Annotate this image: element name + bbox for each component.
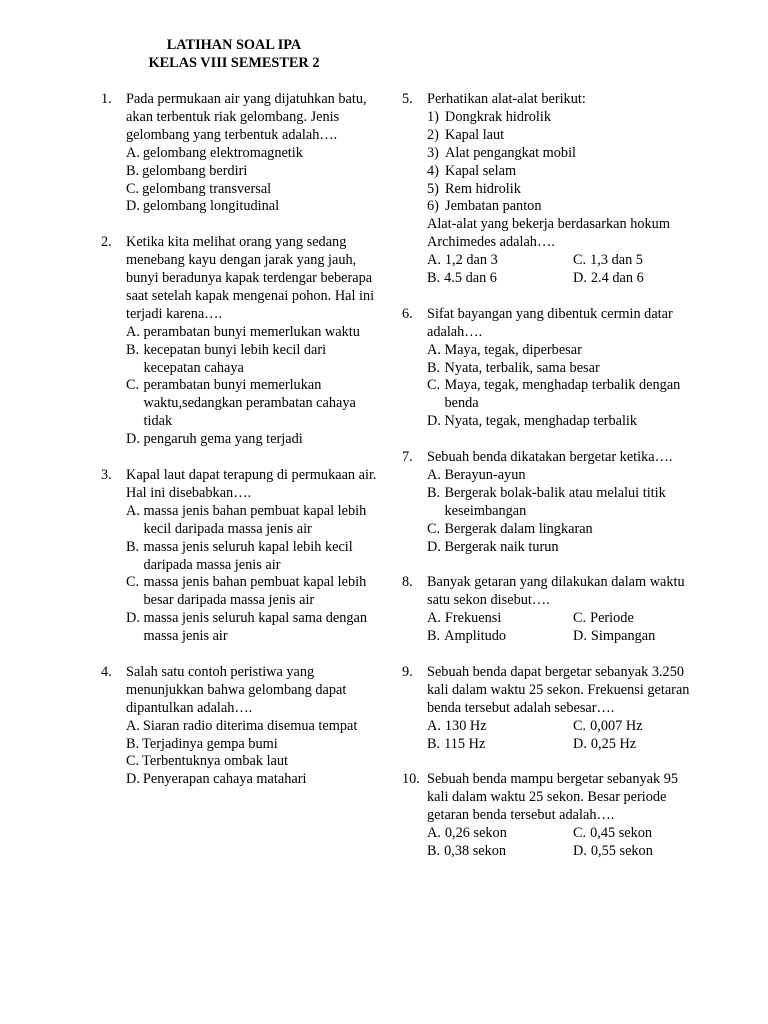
question-3 bbox=[101, 467, 377, 646]
option-text: 115 Hz bbox=[444, 735, 486, 752]
option-b bbox=[427, 736, 573, 754]
option-label: D. bbox=[126, 431, 140, 448]
option-label: C. bbox=[126, 180, 140, 197]
option-label: A. bbox=[427, 610, 441, 627]
left-column bbox=[101, 91, 377, 807]
option-text: Nyata, terbalik, sama besar bbox=[444, 359, 600, 376]
option-a bbox=[427, 252, 573, 270]
option-label: A. bbox=[427, 467, 441, 483]
item-label: 4) bbox=[427, 162, 439, 179]
option-label: B. bbox=[427, 270, 441, 287]
option-text: pengaruh gema yang terjadi bbox=[143, 431, 303, 448]
item-text: Kapal selam bbox=[445, 162, 517, 179]
option-text: gelombang transversal bbox=[142, 180, 272, 197]
option-a bbox=[427, 467, 692, 485]
item-text: Alat pengangkat mobil bbox=[445, 144, 577, 161]
question-7 bbox=[402, 449, 692, 556]
option-text: massa jenis seluruh kapal lebih kecil daripada massa jenis air bbox=[143, 538, 353, 573]
option-grid bbox=[427, 252, 692, 288]
option-text: Simpangan bbox=[590, 628, 656, 645]
question-number: 9. bbox=[402, 663, 413, 680]
item-label: 1) bbox=[427, 108, 439, 125]
option-grid bbox=[427, 825, 692, 861]
option-text: Bergerak naik turun bbox=[444, 538, 559, 555]
option-label: B. bbox=[427, 628, 441, 645]
option-text: 0,26 sekon bbox=[444, 825, 507, 842]
option-label: C. bbox=[573, 825, 587, 842]
option-a bbox=[427, 342, 692, 360]
list-item bbox=[427, 181, 692, 199]
question-text: Banyak getaran yang dilakukan dalam waktu satu sekon disebut…. bbox=[427, 574, 685, 609]
option-text: gelombang berdiri bbox=[142, 162, 248, 179]
item-text: Rem hidrolik bbox=[445, 180, 521, 197]
option-c bbox=[573, 718, 692, 736]
question-text: Perhatikan alat-alat berikut: bbox=[427, 91, 586, 107]
option-d bbox=[573, 736, 692, 754]
title-line-2: KELAS VIII SEMESTER 2 bbox=[148, 54, 320, 71]
list-item bbox=[427, 198, 692, 216]
option-label: A. bbox=[126, 717, 140, 734]
option-text: Maya, tegak, menghadap terbalik dengan benda bbox=[444, 377, 681, 412]
option-text: 4.5 dan 6 bbox=[444, 270, 497, 287]
question-text: Sifat bayangan yang dibentuk cermin datar adalah…. bbox=[427, 305, 673, 340]
question-text: Salah satu contoh peristiwa yang menunjukkan bahwa gelombang dapat dipantulkan adalah…. bbox=[126, 663, 347, 716]
option-text: Bergerak bolak-balik atau melalui titik keseimbangan bbox=[444, 484, 666, 519]
option-c bbox=[427, 377, 692, 413]
option-label: A. bbox=[126, 502, 140, 519]
option-text: Berayun-ayun bbox=[444, 467, 526, 483]
option-b bbox=[126, 163, 377, 181]
option-a bbox=[427, 825, 573, 843]
option-d bbox=[427, 413, 692, 431]
option-c bbox=[126, 181, 377, 199]
option-b bbox=[427, 270, 573, 288]
option-text: 0,25 Hz bbox=[590, 735, 637, 752]
question-prompt: Alat-alat yang bekerja berdasarkan hokum Archimedes adalah…. bbox=[427, 216, 670, 251]
item-label: 5) bbox=[427, 180, 439, 197]
option-label: D. bbox=[427, 538, 441, 555]
item-label: 3) bbox=[427, 144, 439, 161]
option-label: C. bbox=[573, 252, 587, 269]
option-label: A. bbox=[126, 323, 140, 340]
option-text: gelombang elektromagnetik bbox=[142, 144, 303, 161]
option-c bbox=[573, 825, 692, 843]
option-c bbox=[126, 574, 377, 610]
option-text: Terbentuknya ombak laut bbox=[142, 753, 289, 770]
option-text: Periode bbox=[590, 610, 634, 627]
option-b bbox=[427, 485, 692, 521]
option-text: Terjadinya gempa bumi bbox=[142, 735, 278, 752]
option-text: Maya, tegak, diperbesar bbox=[444, 341, 582, 358]
option-text: Bergerak dalam lingkaran bbox=[444, 520, 593, 537]
option-label: B. bbox=[126, 162, 140, 179]
question-number: 4. bbox=[101, 663, 112, 680]
option-d bbox=[126, 610, 377, 646]
option-c bbox=[573, 252, 692, 270]
right-column bbox=[402, 91, 692, 879]
option-text: Nyata, tegak, menghadap terbalik bbox=[444, 413, 638, 430]
item-text: Jembatan panton bbox=[445, 198, 542, 215]
option-b bbox=[126, 736, 377, 754]
question-8 bbox=[402, 574, 692, 646]
option-grid bbox=[427, 610, 692, 646]
option-a bbox=[126, 718, 377, 736]
option-text: massa jenis bahan pembuat kapal lebih besar daripada massa jenis air bbox=[143, 574, 367, 609]
list-item bbox=[427, 145, 692, 163]
option-label: A. bbox=[427, 825, 441, 842]
option-text: Siaran radio diterima disemua tempat bbox=[142, 717, 358, 734]
option-a bbox=[427, 718, 573, 736]
option-label: C. bbox=[573, 717, 587, 734]
option-text: 0,38 sekon bbox=[444, 842, 507, 859]
option-label: C. bbox=[126, 753, 140, 770]
option-label: B. bbox=[427, 842, 441, 859]
option-c bbox=[126, 753, 377, 771]
option-label: B. bbox=[427, 484, 441, 501]
question-text: Kapal laut dapat terapung di permukaan air. Hal ini disebabkan…. bbox=[126, 467, 377, 501]
question-5 bbox=[402, 91, 692, 288]
option-label: B. bbox=[427, 359, 441, 376]
option-text: massa jenis seluruh kapal sama dengan massa jenis air bbox=[143, 610, 368, 645]
question-number: 3. bbox=[101, 467, 112, 483]
option-a bbox=[126, 145, 377, 163]
question-6 bbox=[402, 306, 692, 431]
option-label: D. bbox=[573, 628, 587, 645]
question-number: 1. bbox=[101, 91, 112, 107]
option-label: B. bbox=[126, 735, 140, 752]
option-label: A. bbox=[126, 144, 140, 161]
question-number: 10. bbox=[402, 771, 420, 788]
option-label: D. bbox=[126, 198, 140, 215]
question-text: Sebuah benda dikatakan bergetar ketika…. bbox=[427, 449, 673, 466]
option-label: C. bbox=[126, 377, 140, 394]
item-text: Dongkrak hidrolik bbox=[445, 108, 552, 125]
option-label: C. bbox=[427, 520, 441, 537]
option-c bbox=[126, 377, 377, 431]
option-c bbox=[573, 610, 692, 628]
option-label: A. bbox=[427, 341, 441, 358]
option-d bbox=[573, 628, 692, 646]
option-label: C. bbox=[573, 610, 587, 627]
option-d bbox=[427, 539, 692, 557]
option-a bbox=[126, 324, 377, 342]
option-text: gelombang longitudinal bbox=[142, 198, 280, 215]
item-label: 2) bbox=[427, 126, 439, 143]
title-line-1: LATIHAN SOAL IPA bbox=[166, 37, 302, 53]
option-b bbox=[126, 342, 377, 378]
option-grid bbox=[427, 718, 692, 754]
question-text: Sebuah benda dapat bergetar sebanyak 3.250 kali dalam waktu 25 sekon. Frekuensi getaran benda tersebut adalah sebesar…. bbox=[427, 663, 690, 716]
question-number: 6. bbox=[402, 305, 413, 322]
option-text: 2.4 dan 6 bbox=[590, 270, 644, 287]
option-text: 1,2 dan 3 bbox=[444, 252, 498, 269]
question-text: Sebuah benda mampu bergetar sebanyak 95 kali dalam waktu 25 sekon. Besar periode getaran benda tersebut adalah…. bbox=[427, 771, 679, 824]
option-b bbox=[126, 539, 377, 575]
page-title bbox=[96, 37, 372, 73]
question-1 bbox=[101, 91, 377, 216]
option-b bbox=[427, 843, 573, 861]
option-text: kecepatan bunyi lebih kecil dari kecepatan cahaya bbox=[143, 341, 327, 376]
option-a bbox=[427, 610, 573, 628]
item-list bbox=[427, 109, 692, 216]
option-text: 0,007 Hz bbox=[590, 717, 643, 734]
question-text: Ketika kita melihat orang yang sedang menebang kayu dengan jarak yang jauh, bunyi beradunya kapak terdengar beberapa saat setelah kapak mengenai pohon. Hal ini terjadi karena…. bbox=[126, 234, 375, 322]
option-label: A. bbox=[427, 252, 441, 269]
option-label: D. bbox=[126, 610, 140, 627]
question-2 bbox=[101, 234, 377, 449]
option-label: C. bbox=[427, 377, 441, 394]
option-label: B. bbox=[126, 341, 140, 358]
question-4 bbox=[101, 664, 377, 789]
question-number: 8. bbox=[402, 574, 413, 591]
option-a bbox=[126, 503, 377, 539]
list-item bbox=[427, 127, 692, 145]
option-text: 0,55 sekon bbox=[590, 842, 653, 859]
option-label: A. bbox=[427, 717, 441, 734]
option-d bbox=[126, 431, 377, 449]
list-item bbox=[427, 163, 692, 181]
question-10 bbox=[402, 771, 692, 861]
option-text: 130 Hz bbox=[444, 717, 487, 734]
item-label: 6) bbox=[427, 198, 439, 215]
question-number: 2. bbox=[101, 234, 112, 251]
option-label: D. bbox=[427, 413, 441, 430]
option-d bbox=[573, 270, 692, 288]
option-text: 1,3 dan 5 bbox=[590, 252, 643, 269]
option-b bbox=[427, 628, 573, 646]
item-text: Kapal laut bbox=[445, 126, 505, 143]
option-label: D. bbox=[573, 270, 587, 287]
option-text: 0,45 sekon bbox=[590, 825, 653, 842]
option-text: massa jenis bahan pembuat kapal lebih kecil daripada massa jenis air bbox=[143, 502, 367, 537]
question-number: 5. bbox=[402, 91, 413, 107]
option-d bbox=[573, 843, 692, 861]
option-text: Frekuensi bbox=[444, 610, 502, 627]
option-text: Amplitudo bbox=[444, 628, 507, 645]
option-c bbox=[427, 521, 692, 539]
option-label: D. bbox=[126, 771, 140, 788]
option-d bbox=[126, 198, 377, 216]
option-text: Penyerapan cahaya matahari bbox=[142, 771, 307, 788]
option-text: perambatan bunyi memerlukan waktu bbox=[143, 323, 360, 340]
list-item bbox=[427, 109, 692, 127]
question-9 bbox=[402, 664, 692, 754]
option-label: D. bbox=[573, 842, 587, 859]
option-label: D. bbox=[573, 735, 587, 752]
option-text: perambatan bunyi memerlukan waktu,sedangkan perambatan cahaya tidak bbox=[143, 377, 356, 430]
option-label: B. bbox=[427, 735, 441, 752]
option-label: B. bbox=[126, 538, 140, 555]
question-number: 7. bbox=[402, 449, 413, 466]
option-label: C. bbox=[126, 574, 140, 591]
option-d bbox=[126, 771, 377, 789]
option-b bbox=[427, 360, 692, 378]
question-text: Pada permukaan air yang dijatuhkan batu, akan terbentuk riak gelombang. Jenis gelombang yang terbentuk adalah…. bbox=[126, 91, 367, 143]
